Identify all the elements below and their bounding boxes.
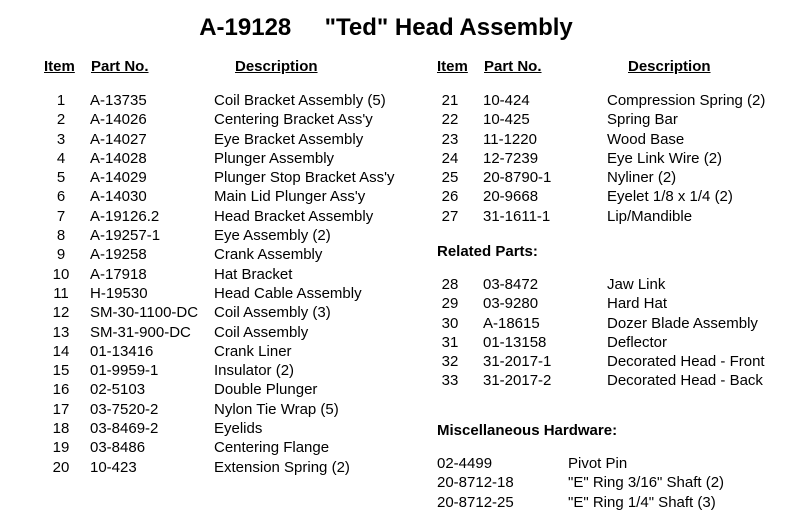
item-number: 17: [52, 400, 70, 418]
part-number: 10-424: [483, 92, 530, 109]
part-number: A-14030: [90, 188, 147, 206]
part-description: Eye Assembly (2): [214, 227, 331, 245]
table-row: [0, 207, 800, 226]
part-number: 01-13416: [90, 342, 154, 360]
part-number: 03-7520-2: [90, 400, 159, 418]
part-number: 11-1220: [483, 130, 537, 148]
description-header-right: Description: [628, 58, 711, 75]
table-row: [0, 226, 400, 245]
part-description: Crank Liner: [214, 342, 292, 360]
related-parts-heading: Related Parts:: [437, 243, 538, 260]
item-number: 20: [52, 458, 70, 476]
part-description: Deflector: [607, 333, 668, 351]
part-description: Lip/Mandible: [607, 207, 693, 225]
part-number: 03-8472: [483, 276, 539, 293]
part-description: Dozer Blade Assembly: [607, 314, 758, 332]
item-number: 24: [441, 149, 459, 167]
misc-hardware-list: [0, 454, 800, 512]
part-description: Hat Bracket: [214, 265, 293, 283]
part-number: A-13735: [90, 92, 147, 109]
table-row: [0, 91, 800, 110]
part-description: Wood Base: [607, 130, 685, 148]
part-number: 12-7239: [483, 149, 539, 167]
part-number: 01-9959-1: [90, 362, 159, 380]
part-number: 20-8712-25: [437, 493, 514, 511]
related-parts-list: [0, 275, 800, 391]
part-description: Coil Bracket Assembly (5): [214, 92, 386, 109]
part-description: Eye Bracket Assembly: [214, 130, 364, 148]
table-row: [0, 419, 400, 438]
item-number: 23: [441, 130, 459, 148]
part-number: SM-31-900-DC: [90, 323, 191, 341]
table-row: [0, 110, 800, 129]
table-row: [0, 275, 800, 294]
item-number: 7: [56, 207, 66, 225]
table-row: [0, 168, 800, 187]
item-number: 4: [56, 149, 66, 167]
misc-hardware-heading: Miscellaneous Hardware:: [437, 422, 618, 439]
part-description: Extension Spring (2): [214, 458, 350, 476]
table-row: [0, 473, 800, 492]
item-number: 32: [441, 353, 459, 371]
part-description: Nylon Tie Wrap (5): [214, 400, 339, 418]
part-number: 31-2017-1: [483, 353, 552, 371]
part-description: Compression Spring (2): [607, 92, 766, 109]
item-number: 1: [56, 92, 66, 109]
part-number: A-14028: [90, 149, 147, 167]
part-number: A-19257-1: [90, 227, 161, 245]
part-number: 20-8712-18: [437, 474, 514, 492]
table-row: [0, 294, 800, 313]
item-number: 29: [441, 295, 459, 313]
part-number: A-17918: [90, 265, 147, 283]
part-description: Eye Link Wire (2): [607, 149, 723, 167]
item-header-left: Item: [44, 58, 75, 75]
part-description: Eyelids: [214, 420, 263, 438]
part-header-right: Part No.: [484, 58, 542, 75]
table-row: [0, 493, 800, 512]
item-number: 22: [441, 111, 459, 129]
item-number: 21: [441, 92, 459, 109]
part-description: Coil Assembly: [214, 323, 309, 341]
item-number: 13: [52, 323, 70, 341]
parts-list-right: [0, 91, 800, 226]
table-row: [0, 454, 800, 473]
item-number: 33: [441, 372, 459, 390]
item-number: 5: [56, 169, 66, 187]
item-number: 18: [52, 420, 70, 438]
part-number: A-19126.2: [90, 207, 160, 225]
table-row: [0, 400, 400, 419]
part-description: Coil Assembly (3): [214, 304, 331, 322]
part-description: Head Cable Assembly: [214, 284, 362, 302]
table-row: [0, 245, 400, 264]
part-number: H-19530: [90, 284, 148, 302]
part-number: A-18615: [483, 314, 540, 332]
table-row: [0, 314, 800, 333]
item-number: 10: [52, 265, 70, 283]
item-number: 31: [441, 333, 459, 351]
part-number: 02-4499: [437, 455, 493, 472]
item-number: 28: [441, 276, 459, 293]
part-description: Main Lid Plunger Ass'y: [214, 188, 366, 206]
part-description: Double Plunger: [214, 381, 318, 399]
part-number: 03-9280: [483, 295, 539, 313]
page-title: A-19128 "Ted" Head Assembly: [199, 14, 573, 41]
item-number: 6: [56, 188, 66, 206]
part-number: SM-30-1100-DC: [90, 304, 199, 322]
part-description: Decorated Head - Back: [607, 372, 763, 390]
part-description: Decorated Head - Front: [607, 353, 765, 371]
part-description: Head Bracket Assembly: [214, 207, 374, 225]
part-number: 10-423: [90, 458, 137, 476]
part-description: Nyliner (2): [607, 169, 677, 187]
table-row: [0, 130, 800, 149]
part-description: Plunger Assembly: [214, 149, 335, 167]
item-header-right: Item: [437, 58, 468, 75]
part-number: 20-9668: [483, 188, 539, 206]
item-number: 19: [52, 439, 70, 457]
part-description: "E" Ring 3/16" Shaft (2): [568, 474, 725, 492]
part-description: "E" Ring 1/4" Shaft (3): [568, 493, 716, 511]
item-number: 2: [56, 111, 66, 129]
part-number: 03-8469-2: [90, 420, 159, 438]
part-number: 02-5103: [90, 381, 146, 399]
part-description: Hard Hat: [607, 295, 668, 313]
part-description: Plunger Stop Bracket Ass'y: [214, 169, 395, 187]
part-number: A-14026: [90, 111, 147, 129]
item-number: 15: [52, 362, 70, 380]
item-number: 14: [52, 342, 70, 360]
table-row: [0, 149, 800, 168]
part-description: Centering Flange: [214, 439, 330, 457]
part-number: 10-425: [483, 111, 530, 129]
item-number: 12: [52, 304, 70, 322]
item-number: 30: [441, 314, 459, 332]
item-number: 26: [441, 188, 459, 206]
item-number: 11: [53, 284, 69, 302]
part-number: 03-8486: [90, 439, 146, 457]
item-number: 27: [441, 207, 459, 225]
item-number: 16: [52, 381, 70, 399]
part-description: Eyelet 1/8 x 1/4 (2): [607, 188, 733, 206]
table-row: [0, 187, 800, 206]
part-number: A-19258: [90, 246, 147, 264]
item-number: 8: [56, 227, 66, 245]
item-number: 9: [56, 246, 66, 264]
part-number: 01-13158: [483, 333, 547, 351]
part-description: Crank Assembly: [214, 246, 323, 264]
part-number: A-14029: [90, 169, 147, 187]
part-description: Jaw Link: [607, 276, 666, 293]
part-number: 31-1611-1: [483, 207, 551, 225]
part-description: Centering Bracket Ass'y: [214, 111, 373, 129]
table-row: [0, 371, 800, 390]
part-header-left: Part No.: [91, 58, 149, 75]
part-number: 31-2017-2: [483, 372, 552, 390]
part-description: Pivot Pin: [568, 455, 628, 472]
item-number: 3: [56, 130, 66, 148]
part-number: 20-8790-1: [483, 169, 552, 187]
table-row: [0, 333, 800, 352]
part-description: Spring Bar: [607, 111, 678, 129]
item-number: 25: [441, 169, 459, 187]
table-row: [0, 352, 800, 371]
description-header-left: Description: [235, 58, 318, 75]
part-number: A-14027: [90, 130, 147, 148]
part-description: Insulator (2): [214, 362, 295, 380]
